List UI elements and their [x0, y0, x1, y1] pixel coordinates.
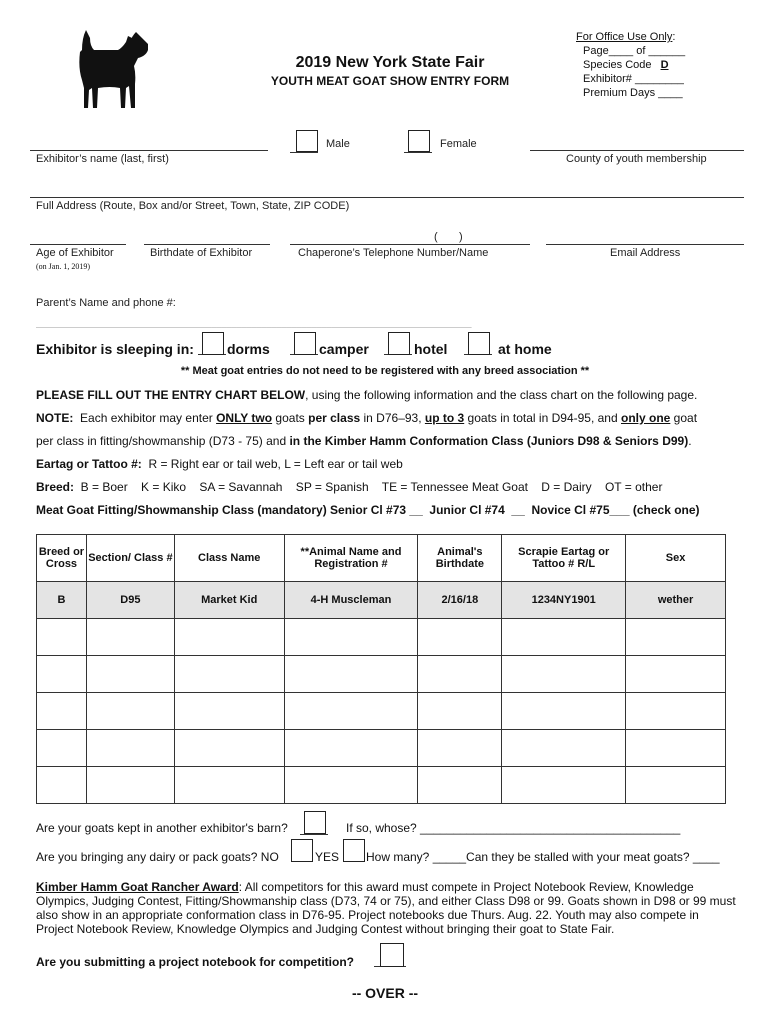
chaperone-label: Chaperone’s Telephone Number/Name	[298, 247, 489, 259]
table-cell[interactable]	[284, 767, 418, 804]
table-row	[37, 656, 726, 693]
header-section-class: Section/ Class #	[86, 535, 174, 582]
example-class: D95	[86, 582, 174, 619]
kimber-award-text: : All competitors for this award must compete in Project Notebook Review, Knowledge Olympics, Judging Contest, Fitting/Showmanship class (D73, 74 or 75), and either Class D98 or 99. Goats shown in D98 or 99 must also show in an appropriate conformation class in D76-95. Project notebooks due Thurs. Aug. 22. Youth may also compete in Project Notebook Review, Knowledge Olympics and Judging Contest without bringing their goat to State Fair.	[36, 880, 736, 936]
table-cell[interactable]	[174, 730, 284, 767]
male-underline	[290, 152, 318, 153]
table-cell[interactable]	[86, 656, 174, 693]
table-cell[interactable]	[86, 693, 174, 730]
hotel-checkbox[interactable]	[388, 332, 410, 355]
entry-chart	[36, 534, 726, 804]
table-cell[interactable]	[37, 693, 87, 730]
office-premium: Premium Days ____	[583, 87, 683, 99]
age-line[interactable]	[30, 244, 126, 245]
example-birthdate: 2/16/18	[418, 582, 502, 619]
header-sex: Sex	[626, 535, 726, 582]
note-line2-end: .	[688, 434, 692, 448]
example-animal-name: 4-H Muscleman	[284, 582, 418, 619]
table-cell[interactable]	[626, 730, 726, 767]
age-label: Age of Exhibitor	[36, 247, 114, 259]
table-cell[interactable]	[37, 767, 87, 804]
chaperone-line[interactable]	[290, 244, 530, 245]
exhibitor-name-line[interactable]	[30, 150, 268, 151]
table-cell[interactable]	[174, 767, 284, 804]
please-fill-rest: , using the following information and the class chart on the following page.	[305, 388, 698, 402]
note-line-1	[36, 411, 697, 425]
office-species-value: D	[660, 59, 669, 71]
office-page: Page____ of ______	[583, 45, 686, 57]
parent-line[interactable]: _______________________________________________________________________________________	[36, 318, 472, 328]
kimber-award-paragraph	[36, 880, 736, 936]
note-per-class: per class	[308, 411, 361, 425]
note-only-one: only one	[621, 411, 671, 425]
table-cell[interactable]	[626, 693, 726, 730]
male-checkbox[interactable]	[296, 130, 318, 152]
breed-text: B = Boer K = Kiko SA = Savannah SP = Spanish TE = Tennessee Meat Goat D = Dairy OT = other	[74, 480, 663, 494]
table-cell[interactable]	[502, 656, 626, 693]
camper-label: camper	[319, 341, 369, 357]
county-label: County of youth membership	[566, 153, 707, 165]
form-subtitle: YOUTH MEAT GOAT SHOW ENTRY FORM	[270, 74, 510, 88]
hotel-label: hotel	[414, 341, 448, 357]
camper-checkbox[interactable]	[294, 332, 316, 355]
breed-label: Breed:	[36, 480, 75, 494]
address-label: Full Address (Route, Box and/or Street, Town, State, ZIP CODE)	[36, 200, 350, 212]
table-cell[interactable]	[418, 656, 502, 693]
parent-label: Parent’s Name and phone #:	[36, 297, 176, 309]
dairy-yes-label: YES	[315, 850, 340, 864]
email-label: Email Address	[610, 247, 681, 259]
note-line2-text: per class in fitting/showmanship (D73 - 75) and	[36, 434, 290, 448]
county-line[interactable]	[530, 150, 744, 151]
table-cell[interactable]	[174, 656, 284, 693]
home-checkbox[interactable]	[468, 332, 490, 355]
table-cell[interactable]	[86, 730, 174, 767]
office-use-colon: :	[672, 31, 676, 43]
note-text-1: Each exhibitor may enter	[73, 411, 217, 425]
female-underline	[404, 152, 432, 153]
table-row	[37, 767, 726, 804]
eartag-line	[36, 457, 403, 471]
example-breed: B	[37, 582, 87, 619]
address-line[interactable]	[30, 197, 744, 198]
table-cell[interactable]	[502, 767, 626, 804]
sleeping-label: Exhibitor is sleeping in:	[36, 341, 194, 357]
female-checkbox[interactable]	[408, 130, 430, 152]
table-cell[interactable]	[626, 767, 726, 804]
table-cell[interactable]	[418, 693, 502, 730]
email-line[interactable]	[546, 244, 744, 245]
table-cell[interactable]	[37, 656, 87, 693]
note-text-5: goat	[670, 411, 698, 425]
birthdate-line[interactable]	[144, 244, 270, 245]
table-row	[37, 730, 726, 767]
barn-whose: If so, whose? _______________________________________	[346, 821, 681, 835]
note-line-2	[36, 434, 692, 448]
table-cell[interactable]	[418, 767, 502, 804]
example-sex: wether	[626, 582, 726, 619]
office-use-heading: For Office Use Only	[576, 31, 673, 43]
table-cell[interactable]	[626, 619, 726, 656]
dairy-question: Are you bringing any dairy or pack goats? NO	[36, 850, 279, 864]
barn-checkbox[interactable]	[304, 811, 326, 834]
table-cell[interactable]	[502, 693, 626, 730]
dorms-checkbox[interactable]	[202, 332, 224, 355]
male-label: Male	[326, 138, 350, 150]
note-only-two: ONLY two	[216, 411, 273, 425]
table-cell[interactable]	[502, 730, 626, 767]
female-label: Female	[440, 138, 477, 150]
header-eartag: Scrapie Eartag or Tattoo # R/L	[502, 535, 626, 582]
barn-question: Are your goats kept in another exhibitor's barn?	[36, 821, 288, 835]
phone-parens: ( )	[434, 231, 463, 243]
example-class-name: Market Kid	[174, 582, 284, 619]
fitting-class-line: Meat Goat Fitting/Showmanship Class (mandatory) Senior Cl #73 __ Junior Cl #74 __ Novice Cl #75___ (check one)	[36, 503, 700, 517]
home-label: at home	[498, 341, 552, 357]
form-title: 2019 New York State Fair	[295, 54, 485, 71]
barn-underline	[300, 834, 328, 835]
header-class-name: Class Name	[174, 535, 284, 582]
office-species-label: Species Code	[583, 59, 652, 71]
dorms-label: dorms	[227, 341, 270, 357]
table-cell[interactable]	[86, 619, 174, 656]
dairy-how-many: How many? _____Can they be stalled with your meat goats? ____	[366, 850, 720, 864]
note-text-3: in D76–93,	[360, 411, 425, 425]
table-header-row	[37, 535, 726, 582]
registration-note: ** Meat goat entries do not need to be registered with any breed association **	[180, 365, 590, 377]
example-eartag: 1234NY1901	[502, 582, 626, 619]
please-fill-line	[36, 388, 697, 402]
header-animal-name: **Animal Name and Registration #	[284, 535, 418, 582]
office-exhibitor: Exhibitor# ________	[583, 73, 684, 85]
goat-logo-icon	[74, 28, 152, 112]
table-cell[interactable]	[86, 767, 174, 804]
eartag-label: Eartag or Tattoo #:	[36, 457, 142, 471]
table-cell[interactable]	[502, 619, 626, 656]
note-line2-bold: in the Kimber Hamm Conformation Class (Juniors D98 & Seniors D99)	[289, 434, 689, 448]
eartag-text: R = Right ear or tail web, L = Left ear or tail web	[141, 457, 403, 471]
kimber-award-title: Kimber Hamm Goat Rancher Award	[36, 880, 239, 894]
notebook-question: Are you submitting a project notebook for competition?	[36, 955, 355, 969]
table-cell[interactable]	[284, 730, 418, 767]
exhibitor-name-label: Exhibitor’s name (last, first)	[36, 153, 169, 165]
table-cell[interactable]	[284, 656, 418, 693]
header-breed: Breed or Cross	[37, 535, 87, 582]
header-birthdate: Animal's Birthdate	[418, 535, 502, 582]
breed-line	[36, 480, 662, 494]
note-label: NOTE:	[36, 411, 74, 425]
table-cell[interactable]	[284, 619, 418, 656]
table-cell[interactable]	[37, 619, 87, 656]
office-use-block	[576, 30, 685, 100]
table-cell[interactable]	[174, 693, 284, 730]
example-row	[37, 582, 726, 619]
note-up-to-3: up to 3	[424, 411, 465, 425]
table-cell[interactable]	[418, 619, 502, 656]
table-cell[interactable]	[626, 656, 726, 693]
note-text-2: goats	[272, 411, 309, 425]
table-cell[interactable]	[174, 619, 284, 656]
table-row	[37, 619, 726, 656]
birthdate-label: Birthdate of Exhibitor	[150, 247, 253, 259]
over-indicator: -- OVER --	[351, 985, 419, 1001]
note-text-4: goats in total in D94-95, and	[464, 411, 621, 425]
dairy-no-checkbox[interactable]	[291, 839, 313, 862]
table-cell[interactable]	[284, 693, 418, 730]
table-cell[interactable]	[418, 730, 502, 767]
notebook-checkbox[interactable]	[380, 943, 404, 967]
dairy-yes-checkbox[interactable]	[343, 839, 365, 862]
please-fill-bold: PLEASE FILL OUT THE ENTRY CHART BELOW	[36, 388, 306, 402]
age-note: (on Jan. 1, 2019)	[36, 262, 90, 271]
table-cell[interactable]	[37, 730, 87, 767]
table-row	[37, 693, 726, 730]
